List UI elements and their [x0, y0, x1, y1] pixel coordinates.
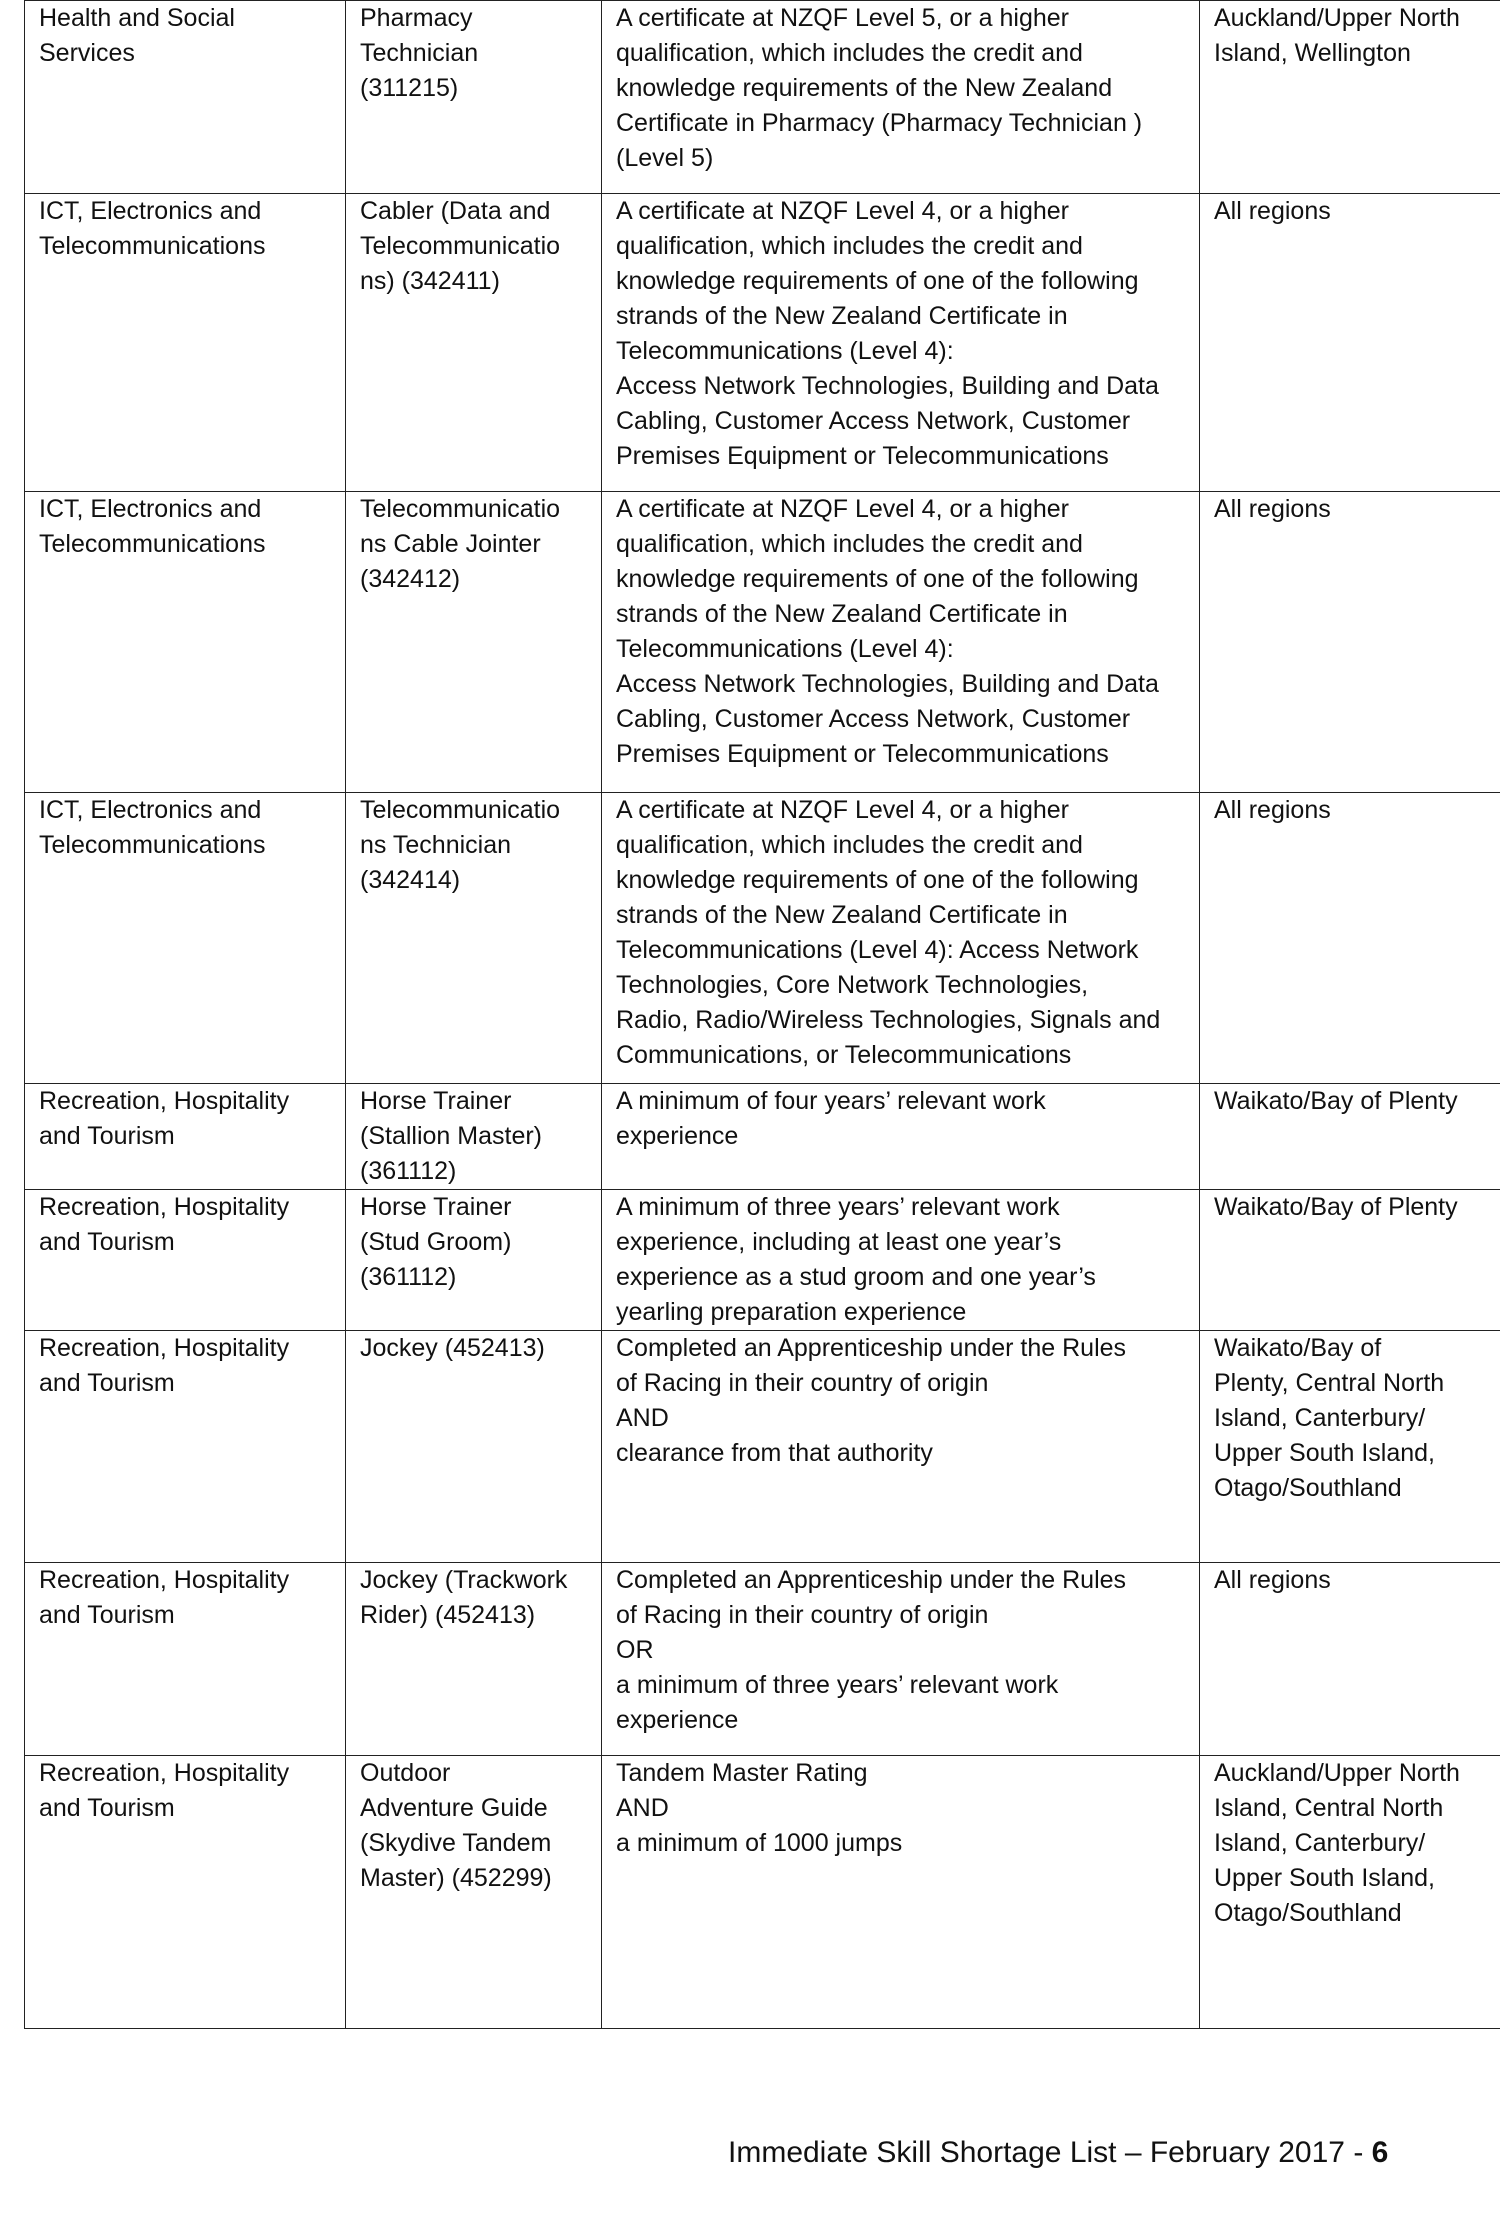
skill-shortage-table	[24, 0, 1500, 2029]
cell-text-line: strands of the New Zealand Certificate in	[616, 600, 1068, 628]
table-row	[25, 492, 1500, 793]
cell-text-line: and Tourism	[39, 1794, 175, 1822]
cell-text-line: (342414)	[360, 866, 461, 894]
cell-text-line: and Tourism	[39, 1122, 175, 1150]
cell-text-line: Completed an Apprenticeship under the Rules	[616, 1566, 1127, 1594]
qualification-cell	[602, 1563, 1200, 1756]
occupation-cell	[346, 1563, 602, 1756]
cell-text-line: Upper South Island,	[1214, 1439, 1435, 1467]
cell-text-line: Adventure Guide	[360, 1794, 548, 1822]
qualification-cell	[602, 492, 1200, 793]
cell-text-line: Recreation, Hospitality	[39, 1087, 290, 1115]
occupation-cell	[346, 1084, 602, 1190]
cell-text-line: Telecommunicatio	[360, 796, 561, 824]
occupation-cell	[346, 793, 602, 1084]
occupation-cell	[346, 1, 602, 194]
qualification-cell	[602, 1756, 1200, 2029]
cell-text-line: qualification, which includes the credit and	[616, 232, 1083, 260]
regions-cell	[1200, 793, 1500, 1084]
cell-text-line: Telecommunications	[39, 530, 266, 558]
cell-text-line: Cabling, Customer Access Network, Customer	[616, 705, 1131, 733]
sector-cell	[25, 793, 346, 1084]
cell-text-line: All regions	[1214, 796, 1331, 824]
occupation-cell	[346, 1756, 602, 2029]
cell-text-line: Cabler (Data and	[360, 197, 551, 225]
cell-text-line: (361112)	[360, 1157, 457, 1185]
sector-cell	[25, 1190, 346, 1331]
cell-text-line: Telecommunicatio	[360, 232, 561, 260]
qualification-cell	[602, 194, 1200, 492]
cell-text-line: and Tourism	[39, 1369, 175, 1397]
cell-text-line: Upper South Island,	[1214, 1864, 1435, 1892]
cell-text-line: strands of the New Zealand Certificate in	[616, 901, 1068, 929]
table-row	[25, 1190, 1500, 1331]
regions-cell	[1200, 1756, 1500, 2029]
cell-text-line: Certificate in Pharmacy (Pharmacy Technician )	[616, 109, 1143, 137]
table-row	[25, 194, 1500, 492]
cell-text-line: (Skydive Tandem	[360, 1829, 552, 1857]
cell-text-line: (361112)	[360, 1263, 457, 1291]
cell-text-line: Recreation, Hospitality	[39, 1193, 290, 1221]
cell-text-line: Communications, or Telecommunications	[616, 1041, 1072, 1069]
cell-text-line: knowledge requirements of one of the following	[616, 267, 1139, 295]
cell-text-line: Island, Canterbury/	[1214, 1404, 1426, 1432]
cell-text-line: Premises Equipment or Telecommunications	[616, 442, 1109, 470]
cell-text-line: Waikato/Bay of Plenty	[1214, 1087, 1458, 1115]
footer-title: Immediate Skill Shortage List – February 2017 -	[728, 2136, 1372, 2169]
cell-text-line: Telecommunications (Level 4): Access Network	[616, 936, 1139, 964]
cell-text-line: experience	[616, 1122, 739, 1150]
regions-cell	[1200, 194, 1500, 492]
regions-cell	[1200, 1563, 1500, 1756]
table-row	[25, 1756, 1500, 2029]
cell-text-line: (311215)	[360, 74, 459, 102]
cell-text-line: of Racing in their country of origin	[616, 1369, 989, 1397]
cell-text-line: and Tourism	[39, 1601, 175, 1629]
cell-text-line: qualification, which includes the credit and	[616, 831, 1083, 859]
cell-text-line: Auckland/Upper North	[1214, 1759, 1460, 1787]
cell-text-line: of Racing in their country of origin	[616, 1601, 989, 1629]
occupation-cell	[346, 492, 602, 793]
cell-text-line: (342412)	[360, 565, 461, 593]
cell-text-line: Pharmacy	[360, 4, 473, 32]
occupation-cell	[346, 1331, 602, 1563]
sector-cell	[25, 492, 346, 793]
cell-text-line: experience	[616, 1706, 739, 1734]
cell-text-line: Technician	[360, 39, 479, 67]
table-row	[25, 1563, 1500, 1756]
cell-text-line: Access Network Technologies, Building and Data	[616, 670, 1159, 698]
cell-text-line: Rider) (452413)	[360, 1601, 536, 1629]
cell-text-line: knowledge requirements of one of the following	[616, 565, 1139, 593]
cell-text-line: Outdoor	[360, 1759, 451, 1787]
regions-cell	[1200, 1190, 1500, 1331]
cell-text-line: A minimum of four years’ relevant work	[616, 1087, 1046, 1115]
qualification-cell	[602, 1190, 1200, 1331]
cell-text-line: Waikato/Bay of	[1214, 1334, 1382, 1362]
cell-text-line: All regions	[1214, 1566, 1331, 1594]
cell-text-line: A minimum of three years’ relevant work	[616, 1193, 1060, 1221]
sector-cell	[25, 1084, 346, 1190]
regions-cell	[1200, 1084, 1500, 1190]
cell-text-line: knowledge requirements of one of the following	[616, 866, 1139, 894]
cell-text-line: Cabling, Customer Access Network, Customer	[616, 407, 1131, 435]
cell-text-line: All regions	[1214, 495, 1331, 523]
cell-text-line: A certificate at NZQF Level 5, or a higher	[616, 4, 1069, 32]
occupation-cell	[346, 194, 602, 492]
cell-text-line: All regions	[1214, 197, 1331, 225]
cell-text-line: Tandem Master Rating	[616, 1759, 868, 1787]
cell-text-line: A certificate at NZQF Level 4, or a higher	[616, 796, 1069, 824]
qualification-cell	[602, 1331, 1200, 1563]
cell-text-line: experience as a stud groom and one year’s	[616, 1263, 1096, 1291]
qualification-cell	[602, 793, 1200, 1084]
cell-text-line: ICT, Electronics and	[39, 495, 262, 523]
cell-text-line: ns Cable Jointer	[360, 530, 541, 558]
cell-text-line: Island, Canterbury/	[1214, 1829, 1426, 1857]
cell-text-line: Telecommunications	[39, 232, 266, 260]
cell-text-line: Island, Central North	[1214, 1794, 1444, 1822]
cell-text-line: Auckland/Upper North	[1214, 4, 1460, 32]
cell-text-line: (Stallion Master)	[360, 1122, 542, 1150]
cell-text-line: Telecommunications (Level 4):	[616, 337, 954, 365]
cell-text-line: Island, Wellington	[1214, 39, 1411, 67]
cell-text-line: Otago/Southland	[1214, 1474, 1402, 1502]
cell-text-line: ns Technician	[360, 831, 512, 859]
cell-text-line: Telecommunicatio	[360, 495, 561, 523]
table-body	[25, 1, 1500, 2029]
table-row	[25, 1, 1500, 194]
cell-text-line: Access Network Technologies, Building and Data	[616, 372, 1159, 400]
cell-text-line: Plenty, Central North	[1214, 1369, 1445, 1397]
cell-text-line: A certificate at NZQF Level 4, or a higher	[616, 197, 1069, 225]
cell-text-line: AND	[616, 1404, 669, 1432]
table-row	[25, 1084, 1500, 1190]
cell-text-line: AND	[616, 1794, 669, 1822]
table-row	[25, 793, 1500, 1084]
page-number: 6	[1371, 2136, 1389, 2169]
table-row	[25, 1331, 1500, 1563]
cell-text-line: Telecommunications (Level 4):	[616, 635, 954, 663]
cell-text-line: and Tourism	[39, 1228, 175, 1256]
cell-text-line: a minimum of three years’ relevant work	[616, 1671, 1059, 1699]
cell-text-line: Otago/Southland	[1214, 1899, 1402, 1927]
cell-text-line: a minimum of 1000 jumps	[616, 1829, 903, 1857]
cell-text-line: yearling preparation experience	[616, 1298, 967, 1326]
cell-text-line: Horse Trainer	[360, 1087, 512, 1115]
regions-cell	[1200, 1331, 1500, 1563]
sector-cell	[25, 1756, 346, 2029]
cell-text-line: experience, including at least one year’s	[616, 1228, 1062, 1256]
cell-text-line: Completed an Apprenticeship under the Rules	[616, 1334, 1127, 1362]
cell-text-line: Recreation, Hospitality	[39, 1759, 290, 1787]
cell-text-line: Waikato/Bay of Plenty	[1214, 1193, 1458, 1221]
cell-text-line: ICT, Electronics and	[39, 197, 262, 225]
cell-text-line: (Stud Groom)	[360, 1228, 512, 1256]
occupation-cell	[346, 1190, 602, 1331]
cell-text-line: Telecommunications	[39, 831, 266, 859]
cell-text-line: A certificate at NZQF Level 4, or a higher	[616, 495, 1069, 523]
cell-text-line: ns) (342411)	[360, 267, 500, 295]
sector-cell	[25, 1, 346, 194]
cell-text-line: Horse Trainer	[360, 1193, 512, 1221]
cell-text-line: Jockey (Trackwork	[360, 1566, 568, 1594]
cell-text-line: knowledge requirements of the New Zealand	[616, 74, 1113, 102]
page-footer	[728, 2134, 1388, 2172]
cell-text-line: (Level 5)	[616, 144, 714, 172]
sector-cell	[25, 1331, 346, 1563]
cell-text-line: ICT, Electronics and	[39, 796, 262, 824]
cell-text-line: qualification, which includes the credit and	[616, 39, 1083, 67]
cell-text-line: Master) (452299)	[360, 1864, 552, 1892]
regions-cell	[1200, 492, 1500, 793]
cell-text-line: Radio, Radio/Wireless Technologies, Signals and	[616, 1006, 1161, 1034]
cell-text-line: strands of the New Zealand Certificate in	[616, 302, 1068, 330]
qualification-cell	[602, 1084, 1200, 1190]
cell-text-line: Premises Equipment or Telecommunications	[616, 740, 1109, 768]
sector-cell	[25, 194, 346, 492]
cell-text-line: Services	[39, 39, 135, 67]
cell-text-line: OR	[616, 1636, 654, 1664]
cell-text-line: qualification, which includes the credit and	[616, 530, 1083, 558]
qualification-cell	[602, 1, 1200, 194]
regions-cell	[1200, 1, 1500, 194]
sector-cell	[25, 1563, 346, 1756]
cell-text-line: Recreation, Hospitality	[39, 1566, 290, 1594]
cell-text-line: Health and Social	[39, 4, 235, 32]
cell-text-line: clearance from that authority	[616, 1439, 933, 1467]
cell-text-line: Jockey (452413)	[360, 1334, 545, 1362]
cell-text-line: Recreation, Hospitality	[39, 1334, 290, 1362]
cell-text-line: Technologies, Core Network Technologies,	[616, 971, 1089, 999]
